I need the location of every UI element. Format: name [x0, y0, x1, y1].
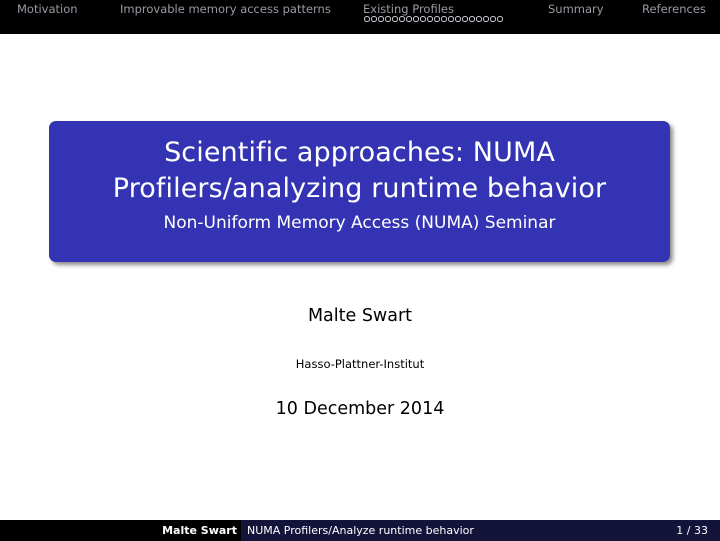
nav-section-motivation[interactable]: Motivation — [17, 2, 78, 16]
institute-name: Hasso-Plattner-Institut — [295, 357, 425, 371]
nav-frame-dot[interactable] — [364, 16, 370, 22]
section-navigation-bar — [0, 0, 720, 34]
nav-section-summary[interactable]: Summary — [548, 2, 604, 16]
footer-page-number: 1 / 33 — [676, 524, 708, 537]
nav-frame-dot[interactable] — [462, 16, 468, 22]
title-block — [49, 121, 670, 262]
title-line-2: Profilers/analyzing runtime behavior — [112, 173, 607, 204]
nav-frame-dot[interactable] — [490, 16, 496, 22]
nav-frame-dot[interactable] — [441, 16, 447, 22]
nav-frame-dot[interactable] — [469, 16, 475, 22]
footer-author: Malte Swart — [162, 524, 237, 537]
nav-frame-dot[interactable] — [483, 16, 489, 22]
nav-frame-dot[interactable] — [378, 16, 384, 22]
nav-frame-dot[interactable] — [385, 16, 391, 22]
nav-frame-dot[interactable] — [455, 16, 461, 22]
nav-frame-dot[interactable] — [392, 16, 398, 22]
nav-frame-dots — [364, 16, 503, 26]
nav-section-existing-profiles[interactable]: Existing Profiles — [363, 2, 454, 16]
nav-frame-dot[interactable] — [448, 16, 454, 22]
nav-frame-dot[interactable] — [434, 16, 440, 22]
nav-section-references[interactable]: References — [642, 2, 706, 16]
nav-frame-dot[interactable] — [427, 16, 433, 22]
nav-frame-dot[interactable] — [406, 16, 412, 22]
footer-bar — [0, 520, 720, 541]
title-line-1: Scientific approaches: NUMA — [164, 137, 555, 168]
author-name: Malte Swart — [307, 306, 413, 326]
footer-short-title: NUMA Profilers/Analyze runtime behavior — [247, 524, 474, 537]
nav-section-improvable-memory-access-patterns[interactable]: Improvable memory access patterns — [120, 2, 331, 16]
nav-frame-dot[interactable] — [497, 16, 503, 22]
subtitle: Non-Uniform Memory Access (NUMA) Seminar — [163, 213, 556, 233]
nav-frame-dot[interactable] — [413, 16, 419, 22]
nav-frame-dot[interactable] — [371, 16, 377, 22]
nav-frame-dot[interactable] — [399, 16, 405, 22]
nav-frame-dot[interactable] — [420, 16, 426, 22]
nav-frame-dot[interactable] — [476, 16, 482, 22]
presentation-date: 10 December 2014 — [275, 399, 445, 419]
